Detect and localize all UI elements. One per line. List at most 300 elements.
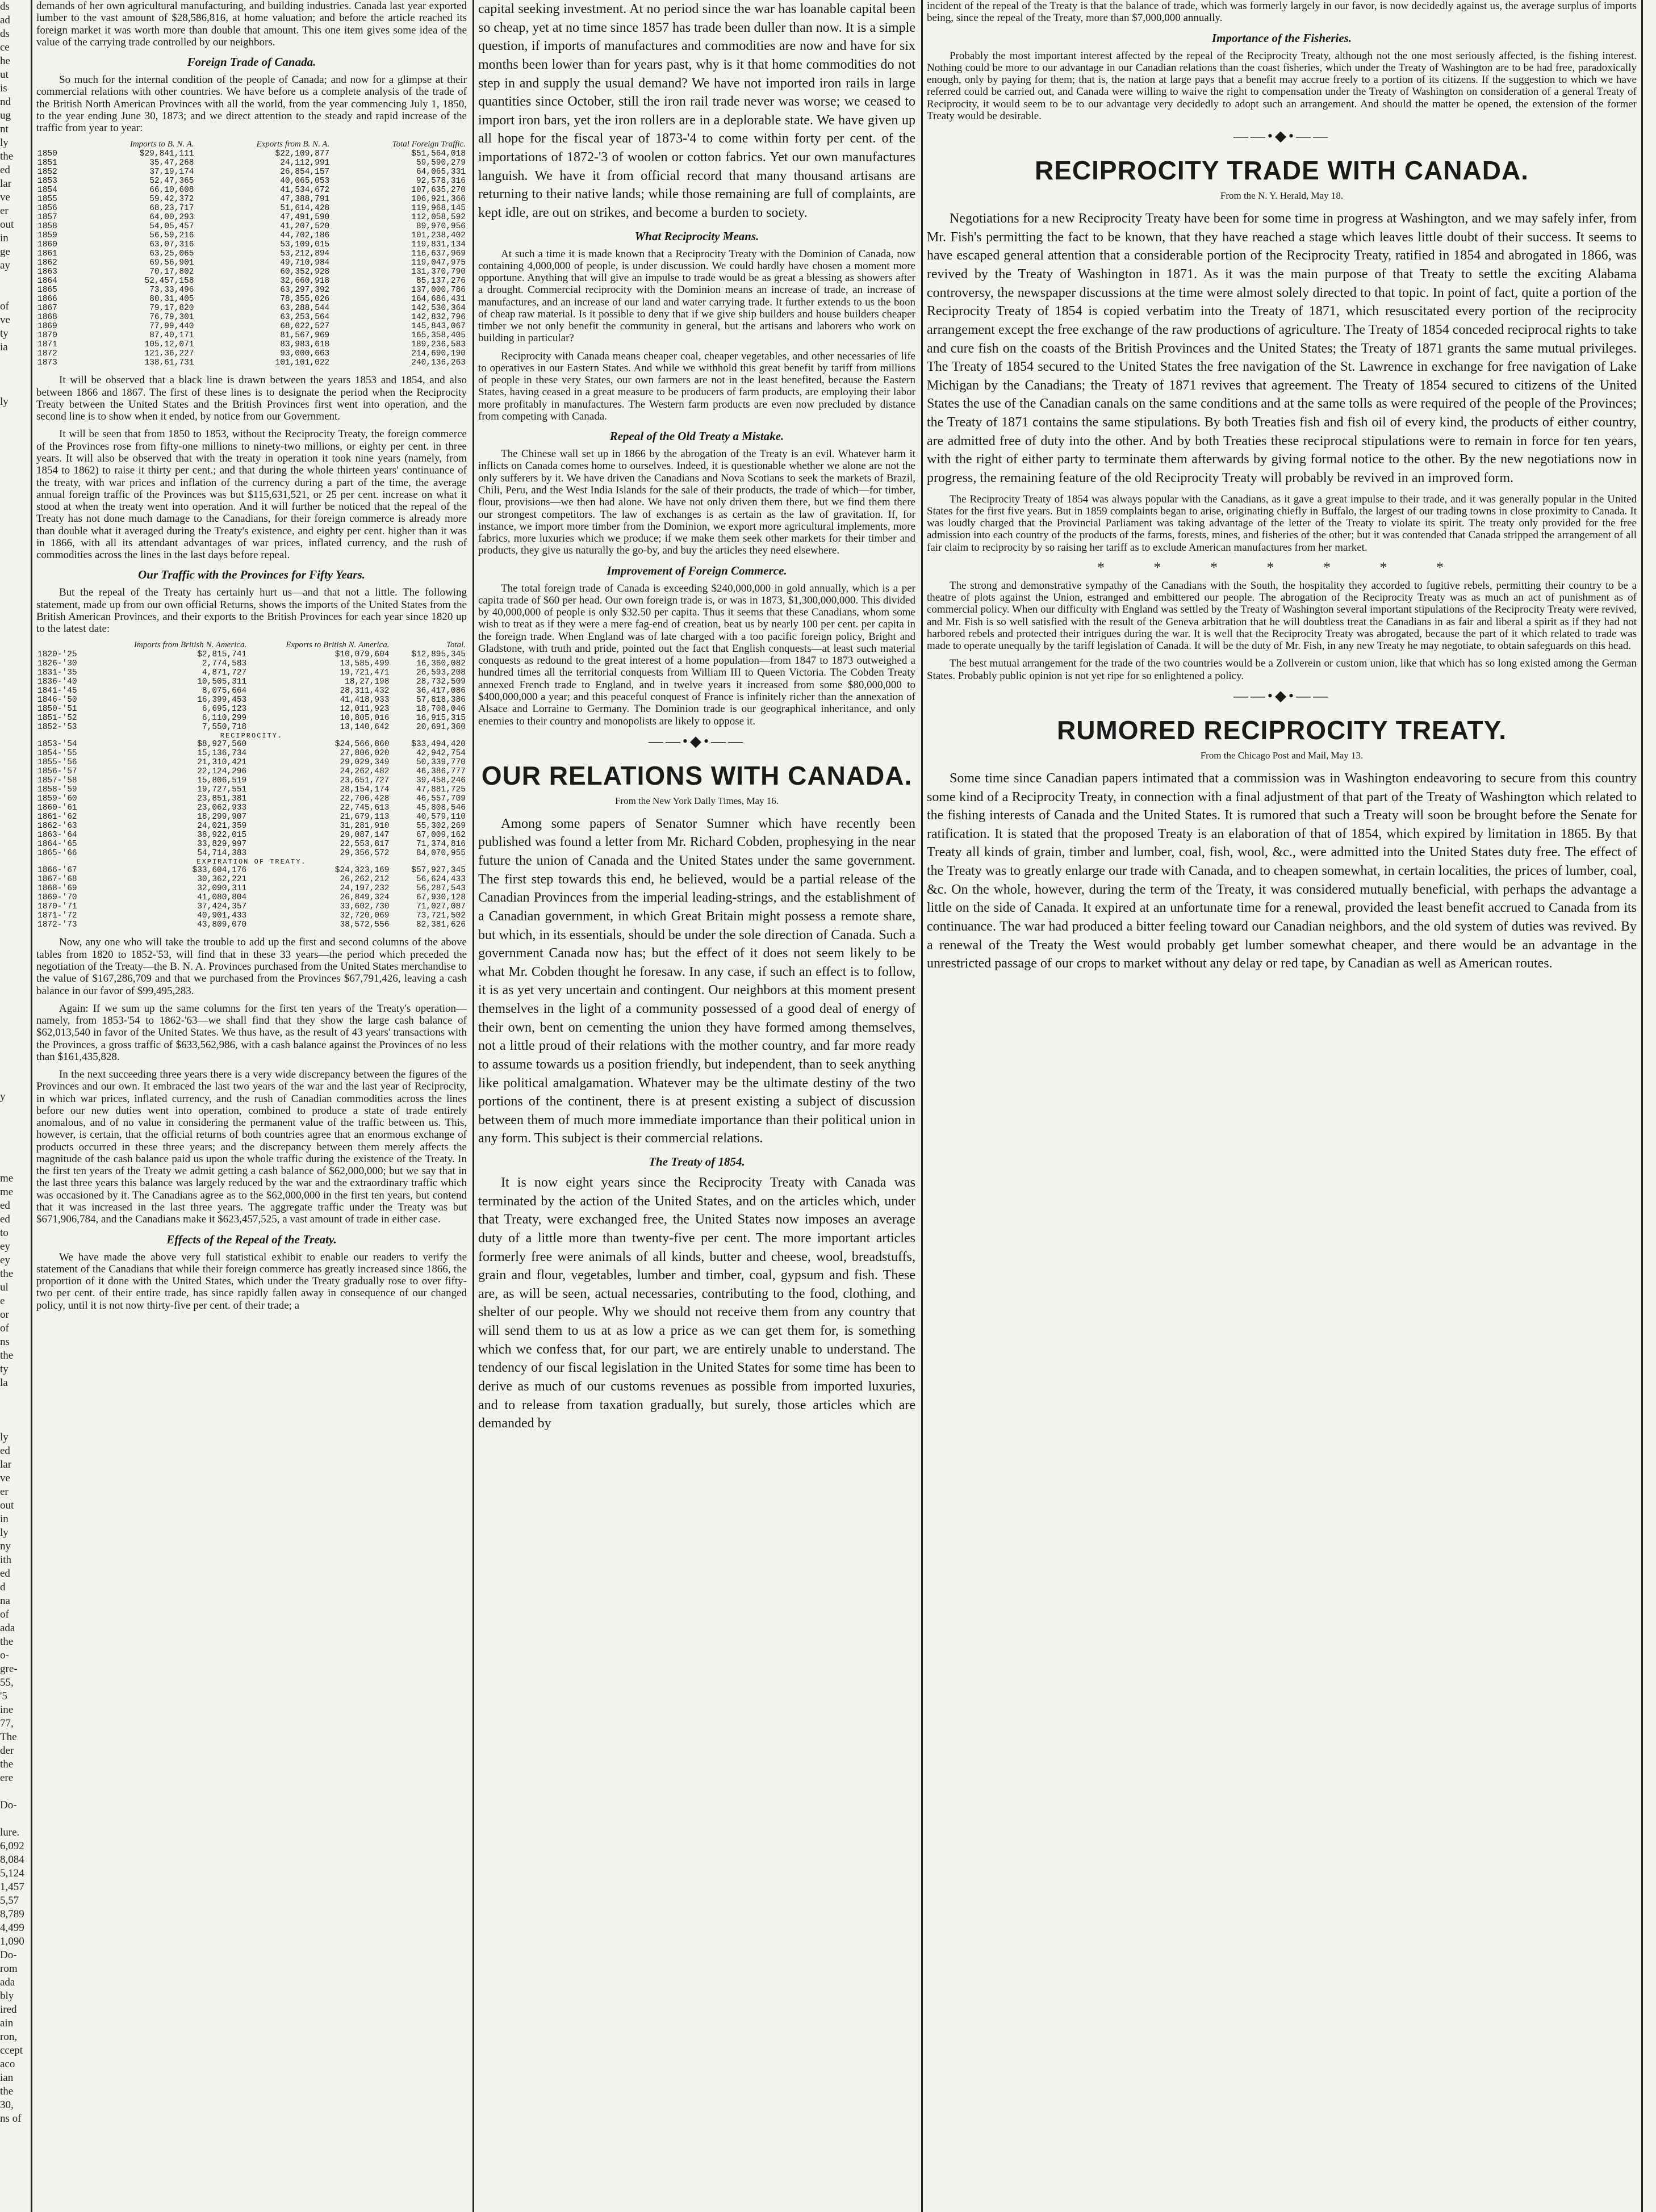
section-heading: Our Traffic with the Provinces for Fifty Years. bbox=[138, 568, 365, 582]
paragraph: The total foreign trade of Canada is exceeding $240,000,000 in gold annually, which is a per capita trade of $60 per head. Our own foreign trade is, or was in 1873, $1,300,000,000. This divided by 40,000,000 of people is only $32.50 per capita. Thus it seems that these Canadians, whom some wish to treat as if they were a mere fag-end of creation, beat us by nearly 100 per cent. per capita in the foreign trade. When England was of late charged with a too pacific foreign policy, Bright and Gladstone, with truth and pride, pointed out the fact that English conquests—at least such material conquests as redound to the great interest of a home population—from 1847 to 1873 outweighed a hundred times all the territorial conquests from William III to Queen Victoria. The Cobden Treaty annexed French trade to England, and in twelve years it increased from some $80,000,000 to $400,000,000 a year; and this peaceful conquest of France is infinitely richer than the annexation of Alsace and Lorraine to Germany. The Dominion trade is our geographical inheritance, and only enemies to their country and monopolists are likely to oppose it. bbox=[478, 582, 915, 727]
fragment-text bbox=[0, 491, 30, 504]
table-cell: 73,33,496 bbox=[149, 286, 194, 295]
table-cell: 82,381,626 bbox=[416, 920, 466, 930]
fragment-text bbox=[0, 818, 30, 831]
table-cell: $22,109,877 bbox=[275, 149, 330, 159]
fragment-text bbox=[0, 790, 30, 804]
fragment-text: ns of bbox=[0, 2113, 22, 2125]
fragment-text bbox=[0, 858, 30, 872]
fragment-text: 8,789 bbox=[0, 1908, 24, 1920]
fragment-text bbox=[0, 899, 30, 913]
table-cell: 13,585,499 bbox=[340, 659, 390, 669]
fragment-text bbox=[0, 354, 30, 368]
table-cell: 15,136,734 bbox=[197, 749, 247, 759]
column-1 bbox=[36, 0, 467, 2212]
section-break-stars: * * * * * * * bbox=[1097, 559, 1466, 576]
table-cell: 47,491,590 bbox=[280, 213, 330, 223]
fragment-text: ron, bbox=[0, 2031, 18, 2043]
table-cell: 1871 bbox=[37, 340, 57, 350]
column-2 bbox=[478, 0, 915, 2212]
table-row bbox=[36, 812, 467, 822]
table-cell: 107,635,270 bbox=[411, 186, 466, 195]
table-cell: 41,207,520 bbox=[280, 222, 330, 232]
fragment-text bbox=[0, 436, 30, 450]
table-cell: 67,930,128 bbox=[416, 893, 466, 903]
table-row bbox=[36, 911, 467, 920]
column-rule bbox=[1641, 0, 1643, 2212]
table-cell: 1855 bbox=[37, 195, 57, 204]
table-row bbox=[36, 349, 467, 358]
table-cell: 106,921,366 bbox=[411, 195, 466, 204]
fragment-text bbox=[0, 831, 30, 845]
fragment-text: or bbox=[0, 1309, 9, 1321]
fragment-text bbox=[0, 531, 30, 545]
fragment-text: ian bbox=[0, 2072, 14, 2084]
table-cell: 68,022,527 bbox=[280, 322, 330, 332]
paragraph: In the next succeeding three years there is a very wide discrepancy between the figures of the Provinces and our own. It embraced the last two years of the war and the last year of Reciprocity, in which war prices, inflated currency, and the rush of Canadian commodities across the lines before our new duties went into operation, combined to produce a state of trade entirely anomalous, and of no value in considering the permanent value of the traffic between us. This, however, is certain, that the official returns of both countries agree that an enormous exchange of products occurred in these three years; and the discrepancy between them merely affects the magnitude of the cash balance paid us upon the whole traffic during the existence of the Treaty. In the first ten years of the Treaty we admit getting a cash balance of $62,000,000; but we say that in the last three years this balance was largely reduced by the war and the extraordinary traffic which was occasioned by it. The Canadians agree as to the $62,000,000 in the first ten years, but contend that it was increased in the last three years. The aggregate traffic under the Treaty was but $671,906,784, and the Canadians make it $623,457,525, a vast amount of trade in either case. bbox=[36, 1069, 467, 1226]
fragment-text bbox=[0, 804, 30, 818]
fragment-text bbox=[0, 477, 30, 491]
table-cell: 92,578,316 bbox=[416, 177, 466, 186]
table-cell: 1868 bbox=[37, 313, 57, 322]
fragment-text bbox=[0, 681, 30, 695]
table-row bbox=[36, 286, 467, 295]
table-cell: 1872-'73 bbox=[37, 920, 77, 930]
table-cell: $51,564,018 bbox=[411, 149, 466, 159]
table-cell: 63,25,065 bbox=[149, 249, 194, 259]
fragment-text bbox=[0, 518, 30, 531]
table-cell: 10,505,311 bbox=[197, 677, 247, 687]
fragment-text: The bbox=[0, 1731, 17, 1743]
table-cell: 84,070,955 bbox=[416, 849, 466, 858]
fragment-text: 5,124 bbox=[0, 1867, 24, 1879]
fragment-text: the bbox=[0, 1350, 14, 1361]
table-cell: 28,311,432 bbox=[340, 686, 390, 696]
table-cell: 23,062,933 bbox=[197, 803, 247, 813]
table-cell: 19,727,551 bbox=[197, 785, 247, 795]
fragment-text: Do- bbox=[0, 1799, 17, 1811]
fragment-text: nd bbox=[0, 96, 11, 108]
table-cell: 64,065,331 bbox=[416, 167, 466, 177]
table-cell: 1854-'55 bbox=[37, 749, 77, 759]
table-cell: 89,970,956 bbox=[416, 222, 466, 232]
paragraph: It will be seen that from 1850 to 1853, without the Reciprocity Treaty, the foreign commerce of the Provinces rose from fifty-one millions to ninety-two millions, or eighty per cent. in three years. It will also be observed that with the treaty in operation it took nine years (namely, from 1854 to 1862) to raise it thirty per cent.; and that during the whole thirteen years' continuance of the treaty, with war prices and inflation of the currency during a part of the time, the average annual foreign traffic of the Provinces was but $115,631,521, or 25 per cent. increase on what it stood at when the treaty went into operation. And it will further be noticed that the repeal of the Treaty has not done much damage to the Canadians, for their foreign commerce is already more than double what it averaged during the Treaty's existence, and eighty per cent. higher than it was in 1866, with all its attendant advantages of war prices, inflated currency, and the rush of commodities across the lines in the last days before repeal. bbox=[36, 428, 467, 562]
paragraph: Negotiations for a new Reciprocity Treaty have been for some time in progress at Washington, and we may safely infer, from Mr. Fish's permitting the fact to be known, that they have reached a stage which leaves little doubt of their success. It seems to have escaped general attention that a considerable portion of the Reciprocity Treaty, ratified in 1854 and abrogated in 1866, was revived by the Treaty of Washington in 1871. As it was the main purpose of that Treaty to settle the exciting Alabama controversy, the newspaper discussions at the time were almost solely directed to that topic. In point of fact, quite a portion of the Reciprocity Treaty of 1854 is copied verbatim into the Treaty of 1871, which resuscitated every portion of the reciprocity arrangement except the free exchange of the raw productions of agriculture. The Treaty of 1854 conceded reciprocal rights to take and cure fish on the coasts of the British Provinces and the United States; the Treaty of 1871 grants the same mutual privileges. The Treaty of 1854 secured to the United States the free navigation of the St. Lawrence in exchange for free navigation of Lake Michigan by the Canadians; the Treaty of 1871 revives that agreement. The Treaty of 1854 secured to citizens of the United States the use of the Canadian canals on the same conditions and at the same tolls as were required of the people of the Provinces; the Treaty of 1871 contains the same stipulations. By both Treaties fish and fish oil of every kind, the products of either country, are admitted free of duty into the other. And by both Treaties these reciprocal stipulations were to remain in force for ten years, with the right of either party to terminate them afterwards by giving formal notice to the other. By the new negotiations now in progress, the remaining feature of the old Reciprocity Treaty will probably be revived in an improved form. bbox=[927, 211, 1637, 485]
table-row bbox=[36, 258, 467, 267]
table-cell: 16,915,315 bbox=[416, 714, 466, 723]
table-cell: 22,553,817 bbox=[340, 840, 390, 849]
table-cell: 80,31,405 bbox=[149, 295, 194, 304]
fragment-text bbox=[0, 273, 30, 286]
fragment-text: is bbox=[0, 82, 7, 94]
fragment-text: lar bbox=[0, 1459, 12, 1471]
fragment-text bbox=[0, 1417, 30, 1431]
fragment-text bbox=[0, 1104, 30, 1117]
table-row bbox=[36, 240, 467, 249]
fragment-text bbox=[0, 1063, 30, 1076]
table-cell: 59,42,372 bbox=[149, 195, 194, 204]
fragment-text: ed bbox=[0, 1213, 10, 1225]
table-cell: 24,021,359 bbox=[197, 822, 247, 831]
fragment-text bbox=[0, 559, 30, 572]
trade-table-1820-1873 bbox=[36, 640, 467, 929]
table-cell: 19,721,471 bbox=[340, 668, 390, 678]
fragment-text bbox=[0, 1145, 30, 1158]
fragment-text bbox=[0, 695, 30, 709]
fragment-text: out bbox=[0, 219, 14, 231]
table-cell: 40,579,110 bbox=[416, 812, 466, 822]
table-cell: $10,079,604 bbox=[334, 650, 390, 660]
fragment-text: ly bbox=[0, 1527, 9, 1539]
table-row bbox=[36, 322, 467, 331]
table-cell: 68,23,717 bbox=[149, 204, 194, 213]
fragment-text bbox=[0, 1036, 30, 1049]
table-cell: 64,00,293 bbox=[149, 213, 194, 223]
table-row bbox=[36, 186, 467, 195]
fragment-text: the bbox=[0, 1758, 14, 1770]
table-cell: 71,374,816 bbox=[416, 840, 466, 849]
fragment-text: ds bbox=[0, 28, 10, 40]
table-cell: 18,708,046 bbox=[416, 705, 466, 714]
table-cell: 165,358,405 bbox=[411, 331, 466, 341]
fragment-text: ce bbox=[0, 41, 10, 53]
table-cell: 112,058,592 bbox=[411, 213, 466, 223]
fragment-text: 55, bbox=[0, 1677, 14, 1689]
paragraph: Among some papers of Senator Sumner which have recently been published was found a letter from Mr. Richard Cobden, prophesying in the near future the union of Canada and the United States under the same government. The first step towards this end, he believed, would be a partial release of the Canadian Provinces from the imperial leading-strings, and the establishment of a Canadian government, in which Great Britain might possess a remote share, but which, in its essentials, should be under the sole direction of Canada. Such a government Canada now has; but the effect of it does not seem likely to be what Mr. Cobden thought he foresaw. In any case, if such an effect is to follow, it is as yet very uncertain and contingent. Our neighbors at this moment present themselves in the light of a community possessed of a good deal of energy of their own, bent on cementing the union they have formed among themselves, not a little proud of their relations with the mother country, and far more ready to assume towards us a position friendly, but independent, than to seek anything like political amalgamation. Whatever may be the ultimate destiny of the two portions of the continent, there is at present existing a subject of discussion between them of much more immediate importance than their political union in any form. This subject is their commercial relations. bbox=[478, 816, 915, 1146]
article-credit: From the New York Daily Times, May 16. bbox=[614, 795, 779, 806]
table-row bbox=[36, 794, 467, 803]
fragment-text: ired bbox=[0, 2004, 17, 2016]
fragment-text bbox=[0, 777, 30, 790]
table-row bbox=[36, 231, 467, 240]
table-cell: 50,339,770 bbox=[416, 758, 466, 768]
fragment-text: nt bbox=[0, 123, 9, 135]
fragment-text bbox=[0, 668, 30, 681]
table-cell: 138,61,731 bbox=[144, 358, 194, 368]
table-cell: 101,238,402 bbox=[411, 231, 466, 241]
fragment-text bbox=[0, 1812, 30, 1826]
table-cell: 31,281,910 bbox=[340, 822, 390, 831]
table-cell: 1831-'35 bbox=[37, 668, 77, 678]
table-cell: 1854 bbox=[37, 186, 57, 195]
table-row bbox=[36, 902, 467, 911]
table-cell: 1820-'25 bbox=[37, 650, 77, 660]
article-divider: ——•◆•—— bbox=[1233, 128, 1331, 145]
fragment-text bbox=[0, 1158, 30, 1172]
table-cell: 24,262,482 bbox=[340, 767, 390, 777]
article-divider: ——•◆•—— bbox=[648, 732, 746, 749]
table-cell: 76,79,301 bbox=[149, 313, 194, 322]
paragraph: The strong and demonstrative sympathy of the Canadians with the South, the hospitality they accorded to fugitive rebels, permitting their country to be a theatre of plots against the Union, estranged and embittered our people. The abrogation of the Reciprocity Treaty was as much an act of punishment as of commercial policy. When our difficulty with England was settled by the Treaty of Washington several important stipulations of the Reciprocity Treaty were revived, and Mr. Fish is so well satisfied with the result of the Geneva arbitration that he will doubtless treat the Canadians in as fair and liberal a spirit as if they had not harbored rebels and protected their intrigues during the war. It is well that the Reciprocity Treaty was abrogated, because the part of it which related to trade was made to operate unequally by the tariff legislation of Canada. It will be the duty of Mr. Fish, in any new Treaty he may negotiate, to obtain safeguards on this head. bbox=[927, 579, 1637, 652]
fragment-text: ith bbox=[0, 1554, 12, 1566]
table-row bbox=[36, 177, 467, 186]
fragment-text: na bbox=[0, 1595, 10, 1607]
table-row bbox=[36, 705, 467, 714]
fragment-text: '5 bbox=[0, 1690, 7, 1702]
column-3 bbox=[927, 0, 1637, 2212]
table-cell: 1850-'51 bbox=[37, 705, 77, 714]
table-row bbox=[36, 213, 467, 222]
paragraph: It is now eight years since the Reciprocity Treaty with Canada was terminated by the action of the United States, and on the articles which, under that Treaty, were exchanged free, the United States now imposes an average duty of a little more than twenty-five per cent. The more important articles formerly free were animals of all kinds, butter and cheese, wool, breadstuffs, grain and flour, vegetables, lumber and timber, coal, gypsum and fish. These are, as will be seen, actual necessaries, contributing to the food, clothing, and shelter of our people. Why we should not receive them from any country that will send them to us at as low a price as we can get them for, is something which we confess that, for our part, we are entirely unable to understand. The tendency of our fiscal legislation in the United States for some time has been to derive as much of our customs revenues as possible from imported luxuries, and to release from taxation gradually, but surely, those articles which are demanded by bbox=[478, 1175, 915, 1431]
fragment-text bbox=[0, 763, 30, 777]
table-cell: 12,011,923 bbox=[340, 705, 390, 714]
table-row bbox=[36, 849, 467, 858]
table-cell: 1872 bbox=[37, 349, 57, 359]
table-cell: 78,355,026 bbox=[280, 295, 330, 304]
table-cell: 131,370,790 bbox=[411, 267, 466, 277]
table-row bbox=[36, 776, 467, 785]
table-cell: EXPIRATION OF TREATY. bbox=[196, 858, 307, 866]
table-cell: 1873 bbox=[37, 358, 57, 368]
table-cell: 164,686,431 bbox=[411, 295, 466, 304]
fragment-text: in bbox=[0, 232, 9, 244]
fragment-text: 1,457 bbox=[0, 1881, 24, 1893]
table-cell: 29,087,147 bbox=[340, 831, 390, 840]
table-row bbox=[36, 358, 467, 367]
table-cell: 71,027,087 bbox=[416, 902, 466, 912]
table-cell: 1866-'67 bbox=[37, 866, 77, 875]
table-cell: 44,702,186 bbox=[280, 231, 330, 241]
section-heading: What Reciprocity Means. bbox=[634, 229, 759, 243]
table-cell: 70,17,802 bbox=[149, 267, 194, 277]
fragment-text bbox=[0, 736, 30, 749]
table-cell: 26,854,157 bbox=[280, 167, 330, 177]
article-credit: From the Chicago Post and Mail, May 13. bbox=[1200, 749, 1364, 761]
table-cell: 1846-'50 bbox=[37, 696, 77, 705]
section-heading: Repeal of the Old Treaty a Mistake. bbox=[609, 429, 784, 443]
fragment-text: the bbox=[0, 1636, 14, 1648]
table-cell: RECIPROCITY. bbox=[220, 732, 283, 740]
fragment-text bbox=[0, 409, 30, 422]
table-cell: 1865 bbox=[37, 286, 57, 295]
table-row bbox=[36, 875, 467, 884]
fragment-text: der bbox=[0, 1745, 14, 1757]
table-cell: 105,12,071 bbox=[144, 340, 194, 350]
table-cell: 1855-'56 bbox=[37, 758, 77, 768]
table-cell: 54,05,457 bbox=[149, 222, 194, 232]
section-heading: Importance of the Fisheries. bbox=[1211, 31, 1352, 45]
fragment-text: ed bbox=[0, 1568, 10, 1580]
table-cell: 1862-'63 bbox=[37, 822, 77, 831]
article-headline: OUR RELATIONS WITH CANADA. bbox=[481, 760, 913, 790]
fragment-text bbox=[0, 1076, 30, 1090]
table-row bbox=[36, 831, 467, 840]
table-cell: 79,17,820 bbox=[149, 304, 194, 313]
fragment-text: ed bbox=[0, 1200, 10, 1212]
table-cell: 1841-'45 bbox=[37, 686, 77, 696]
table-cell: 77,99,440 bbox=[149, 322, 194, 332]
table-cell: 40,065,053 bbox=[280, 177, 330, 186]
table-cell: 8,075,664 bbox=[202, 686, 247, 696]
table-row bbox=[36, 295, 467, 304]
article-headline: RUMORED RECIPROCITY TREATY. bbox=[1056, 715, 1507, 745]
table-cell: 145,843,067 bbox=[411, 322, 466, 332]
table-row bbox=[36, 866, 467, 875]
table-cell: 30,362,221 bbox=[197, 875, 247, 885]
table-cell: 52,457,158 bbox=[144, 276, 194, 286]
fragment-text: ada bbox=[0, 1976, 15, 1988]
table-cell: 66,10,608 bbox=[149, 186, 194, 195]
table-row bbox=[36, 740, 467, 749]
table-cell: 1860-'61 bbox=[37, 803, 77, 813]
article-headline: RECIPROCITY TRADE WITH CANADA. bbox=[1035, 156, 1529, 186]
paragraph: Now, any one who will take the trouble to add up the first and second columns of the above tables from 1820 to 1852-'53, will find that in these 33 years—the period which preceded the negotiation of the Treaty—the B. N. A. Provinces purchased from the United States merchandise to the value of $167,286,709 and that we purchased from the Provinces $67,791,426, leaving a cash balance in our favor of $99,495,283. bbox=[36, 936, 467, 997]
fragment-text: to bbox=[0, 1227, 9, 1239]
table-cell: 121,36,227 bbox=[144, 349, 194, 359]
fragment-text: gre- bbox=[0, 1663, 18, 1675]
table-cell: 63,288,544 bbox=[280, 304, 330, 313]
table-cell: 1871-'72 bbox=[37, 911, 77, 921]
paragraph: incident of the repeal of the Treaty is that the balance of trade, which was formerly largely in our favor, is now decidedly against us, the average surplus of imports being, since the repeal of the Treaty, more than $7,000,000 annually. bbox=[927, 0, 1637, 24]
fragment-text: ey bbox=[0, 1254, 10, 1266]
table-cell: 39,458,246 bbox=[416, 776, 466, 786]
table-cell: 1856-'57 bbox=[37, 767, 77, 777]
table-cell: 214,690,190 bbox=[411, 349, 466, 359]
column-header bbox=[36, 640, 93, 650]
table-cell: 47,881,725 bbox=[416, 785, 466, 795]
table-row bbox=[36, 313, 467, 322]
fragment-text: rom bbox=[0, 1963, 18, 1975]
table-cell: 1857 bbox=[37, 213, 57, 223]
paragraph: So much for the internal condition of the people of Canada; and now for a glimpse at their commercial relations with other countries. We have before us a complete analysis of the trade of the British North American Provinces with all the world, from the year commencing July 1, 1850, to the year ending June 30, 1873; and we direct attention to the steady and rapid increase of the traffic from year to year: bbox=[36, 74, 467, 135]
table-cell: 1869-'70 bbox=[37, 893, 77, 903]
table-cell: 1860 bbox=[37, 240, 57, 250]
table-cell: 55,302,269 bbox=[416, 822, 466, 831]
fragment-text: 4,499 bbox=[0, 1922, 24, 1934]
column-header bbox=[36, 140, 76, 149]
table-cell: 1853 bbox=[37, 177, 57, 186]
table-cell: 1836-'40 bbox=[37, 677, 77, 687]
fragment-text bbox=[0, 545, 30, 559]
fragment-text: ve bbox=[0, 314, 10, 326]
section-heading: Foreign Trade of Canada. bbox=[187, 55, 316, 69]
table-cell: 21,310,421 bbox=[197, 758, 247, 768]
table-cell: 1858-'59 bbox=[37, 785, 77, 795]
fragment-text: ve bbox=[0, 1472, 10, 1484]
table-row bbox=[36, 686, 467, 696]
table-cell: 56,59,216 bbox=[149, 231, 194, 241]
fragment-text bbox=[0, 586, 30, 600]
fragment-text: 6,092 bbox=[0, 1840, 24, 1852]
table-row bbox=[36, 340, 467, 349]
table-cell: 119,047,975 bbox=[411, 258, 466, 268]
table-row bbox=[36, 893, 467, 902]
section-heading: Improvement of Foreign Commerce. bbox=[607, 563, 787, 577]
table-row bbox=[36, 276, 467, 286]
fragment-text bbox=[0, 913, 30, 927]
fragment-text: ty bbox=[0, 1363, 9, 1375]
table-cell: 36,417,086 bbox=[416, 686, 466, 696]
paragraph: The best mutual arrangement for the trade of the two countries would be a Zollverein or custom union, like that which has so long existed among the German States. Probably public opinion is not yet ripe for so enlightened a policy. bbox=[927, 657, 1637, 682]
table-cell: 46,386,777 bbox=[416, 767, 466, 777]
table-row bbox=[36, 650, 467, 659]
column-rule bbox=[472, 0, 474, 2212]
table-cell: 26,262,212 bbox=[340, 875, 390, 885]
table-cell: 1852 bbox=[37, 167, 57, 177]
table-cell: 189,236,583 bbox=[411, 340, 466, 350]
column-header: Imports from British N. America. bbox=[133, 640, 247, 650]
table-cell: 63,07,316 bbox=[149, 240, 194, 250]
table-cell: 1859-'60 bbox=[37, 794, 77, 804]
table-cell: 22,124,296 bbox=[197, 767, 247, 777]
fragment-text: er bbox=[0, 205, 9, 217]
fragment-text: ine bbox=[0, 1704, 14, 1716]
table-cell: 27,806,020 bbox=[340, 749, 390, 759]
fragment-text: ccept bbox=[0, 2045, 23, 2056]
fragment-text bbox=[0, 940, 30, 954]
table-cell: 33,602,730 bbox=[340, 902, 390, 912]
table-cell: 116,637,969 bbox=[411, 249, 466, 259]
fragment-text: la bbox=[0, 1377, 8, 1389]
fragment-text: lure. bbox=[0, 1826, 20, 1838]
section-heading: The Treaty of 1854. bbox=[649, 1155, 745, 1169]
table-cell: 142,530,364 bbox=[411, 304, 466, 313]
table-cell: 101,101,022 bbox=[275, 358, 330, 368]
fragment-text bbox=[0, 450, 30, 463]
column-header: Exports to British N. America. bbox=[286, 640, 390, 650]
article-credit: From the N. Y. Herald, May 18. bbox=[1220, 190, 1344, 202]
table-cell: 1862 bbox=[37, 258, 57, 268]
fragment-text bbox=[0, 382, 30, 395]
fragment-text: Do- bbox=[0, 1949, 17, 1961]
fragment-text: ly bbox=[0, 396, 9, 408]
fragment-text: ed bbox=[0, 1445, 10, 1457]
table-cell: 23,651,727 bbox=[340, 776, 390, 786]
table-cell: 1870 bbox=[37, 331, 57, 341]
table-cell: 22,706,428 bbox=[340, 794, 390, 804]
table-row bbox=[36, 659, 467, 668]
table-cell: 16,360,082 bbox=[416, 659, 466, 669]
table-cell: 52,47,365 bbox=[149, 177, 194, 186]
table-cell: 49,710,984 bbox=[280, 258, 330, 268]
table-cell: 1867 bbox=[37, 304, 57, 313]
table-cell: 20,691,360 bbox=[416, 723, 466, 732]
table-cell: 18,27,198 bbox=[345, 677, 390, 687]
fragment-text: 8,084 bbox=[0, 1854, 24, 1866]
table-cell: 1858 bbox=[37, 222, 57, 232]
fragment-text: of bbox=[0, 300, 9, 312]
table-cell: 15,806,519 bbox=[197, 776, 247, 786]
fragment-text bbox=[0, 722, 30, 736]
table-cell: $57,927,345 bbox=[411, 866, 466, 875]
table-cell: 6,110,299 bbox=[202, 714, 247, 723]
table-cell: 1851-'52 bbox=[37, 714, 77, 723]
table-cell: 32,090,311 bbox=[197, 884, 247, 894]
table-cell: 26,849,324 bbox=[340, 893, 390, 903]
table-cell: 47,388,791 bbox=[280, 195, 330, 204]
table-cell: 24,112,991 bbox=[280, 158, 330, 168]
table-cell: 16,399,453 bbox=[197, 696, 247, 705]
column-header: Exports from B. N. A. bbox=[256, 140, 330, 149]
table-row bbox=[36, 267, 467, 276]
fragment-text: o- bbox=[0, 1649, 9, 1661]
table-cell: 51,614,428 bbox=[280, 204, 330, 213]
table-header-row bbox=[36, 640, 467, 650]
column-rule bbox=[31, 0, 32, 2212]
table-cell: 81,567,969 bbox=[280, 331, 330, 341]
table-cell: 1850 bbox=[37, 149, 57, 159]
column-header: Total. bbox=[446, 640, 466, 650]
fragment-text bbox=[0, 422, 30, 436]
table-cell: 37,424,357 bbox=[197, 902, 247, 912]
table-row bbox=[36, 158, 467, 167]
table-cell: 18,299,907 bbox=[197, 812, 247, 822]
fragment-text bbox=[0, 640, 30, 654]
table-row bbox=[36, 803, 467, 812]
table-cell: $24,323,169 bbox=[334, 866, 390, 875]
table-cell: 83,983,618 bbox=[280, 340, 330, 350]
table-cell: 7,550,718 bbox=[202, 723, 247, 732]
